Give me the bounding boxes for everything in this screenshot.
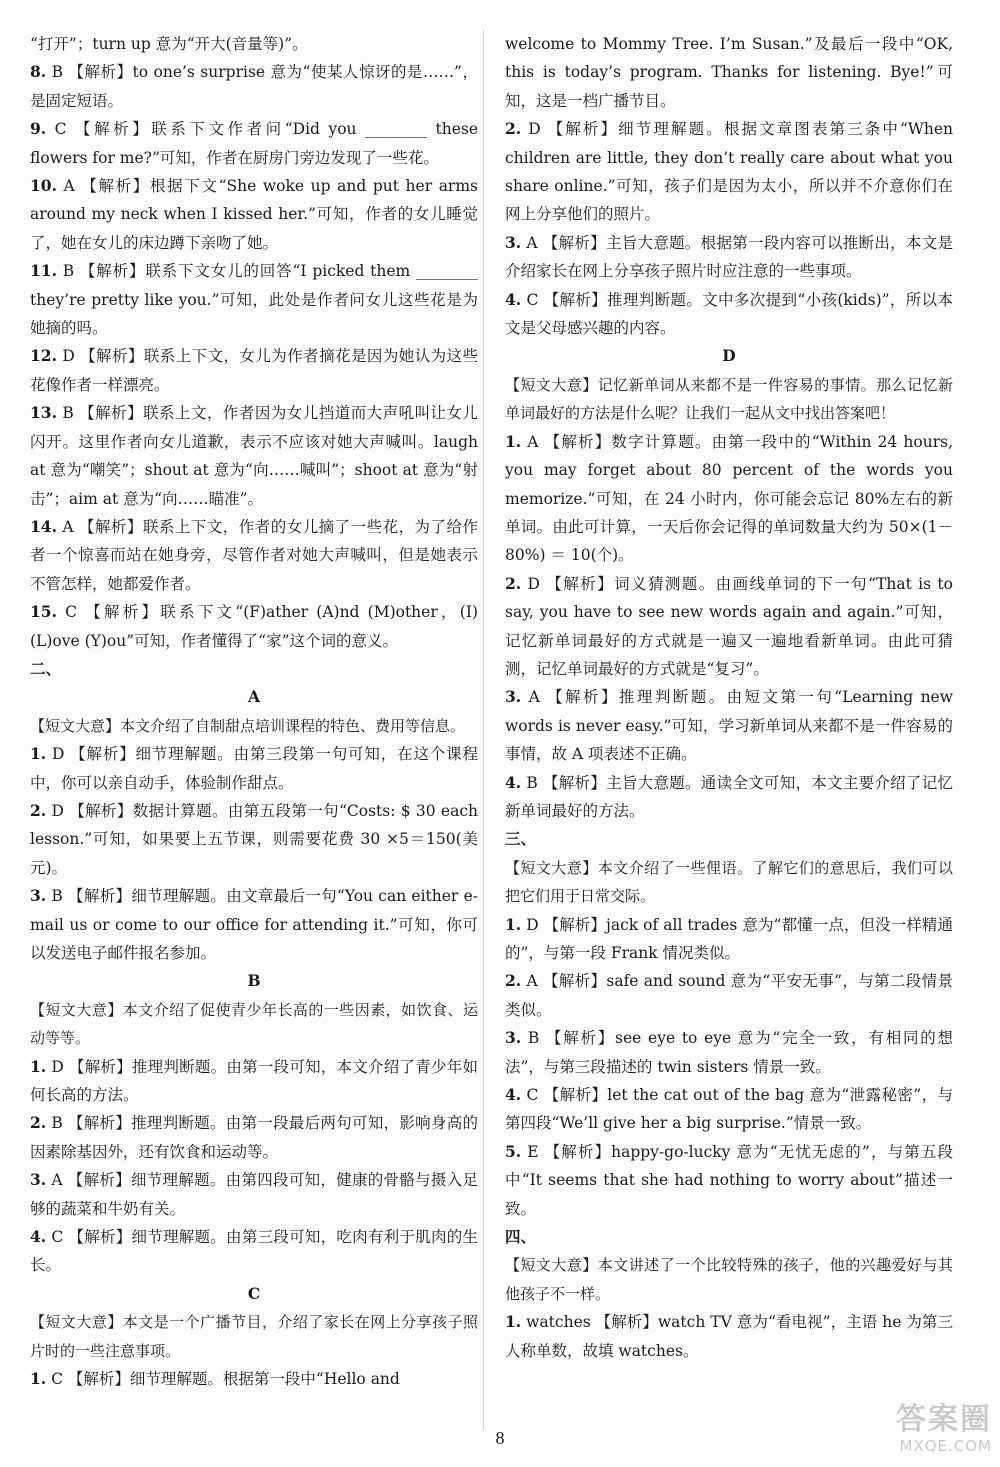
item-number: 3.	[30, 1170, 47, 1190]
item-text: watches 【解析】watch TV 意为“看电视”，主语 he 为第三人称单数，故填 watches。	[505, 1313, 953, 1360]
item-text: B 【解析】联系上文，作者因为女儿挡道而大声吼叫让女儿闪开。这里作者向女儿道歉，表示不应该对她大声喊叫。laugh at 意为“嘲笑”；shout at 意为“向……喊叫”；shoot at 意为“射击”；aim at 意为“向……瞄准”。	[30, 404, 478, 508]
item-text: 【短文大意】本文讲述了一个比较特殊的孩子，他的兴趣爱好与其他孩子不一样。	[505, 1256, 953, 1303]
item-number: 3.	[30, 886, 47, 906]
item-text: D 【解析】jack of all trades 意为“都懂一点，但没一样精通的”，与第一段 Frank 情况类似。	[505, 915, 953, 962]
item-number: 4.	[505, 772, 522, 792]
item-number: 1.	[505, 431, 522, 451]
item-number: 3.	[505, 687, 522, 707]
answer-item	[505, 1308, 953, 1365]
passage-heading	[505, 342, 953, 370]
answer-item	[30, 1053, 478, 1110]
column-divider	[483, 30, 484, 1430]
answer-item	[505, 911, 953, 968]
answer-item	[505, 1081, 953, 1138]
watermark-title: 答案圈	[896, 1402, 992, 1437]
item-text: D 【解析】数据计算题。由第五段第一句“Costs: $ 30 each lesson.”可知，如果要上五节课，则需要花费 30 ×5＝150(美元)。	[30, 801, 478, 877]
item-number: 2.	[505, 573, 522, 593]
item-number: 10.	[30, 176, 57, 196]
answer-item	[505, 428, 953, 570]
answer-item	[30, 115, 478, 172]
item-text: C 【解析】联系下文“(F)ather (A)nd (M)other，(I) (L)ove (Y)ou”可知，作者懂得了“家”这个词的意义。	[30, 603, 478, 650]
item-text: B 【解析】see eye to eye 意为“完全一致，有相同的想法”，与第三段描述的 twin sisters 情景一致。	[505, 1029, 953, 1076]
item-number: 1.	[30, 1369, 47, 1389]
item-number: 14.	[30, 516, 57, 536]
item-text: C	[247, 1283, 261, 1303]
item-text: D 【解析】词义猜测题。由画线单词的下一句“That is to say, you have to see new words again and again.”可知，记忆新单词最好的方式就是一遍又一遍地看新单词。由此可猜测，记忆单词最好的方式就是“复习”。	[505, 574, 953, 678]
passage-heading	[30, 683, 478, 711]
item-number: 3.	[505, 232, 522, 252]
item-number: 13.	[30, 403, 57, 423]
item-number: 2.	[505, 971, 522, 991]
answer-item	[30, 1166, 478, 1223]
item-number: 4.	[505, 1085, 522, 1105]
answer-item	[30, 598, 478, 655]
item-number: 8.	[30, 62, 47, 82]
answer-item	[30, 797, 478, 882]
item-number: 15.	[30, 602, 57, 622]
item-number: 4.	[505, 289, 522, 309]
item-number: 3.	[505, 1028, 522, 1048]
item-text: B 【解析】联系下文女儿的回答“I picked them ________ they’re pretty like you.”可知，此处是作者问女儿这些花是为她摘的吗。	[30, 262, 478, 338]
item-text: C 【解析】联系下文作者问“Did you ________ these flowers for me?”可知，作者在厨房门旁边发现了一些花。	[30, 120, 478, 167]
answer-item	[30, 30, 478, 58]
item-number: 1.	[30, 744, 47, 764]
item-number: 1.	[30, 1056, 47, 1076]
passage-heading	[30, 1280, 478, 1308]
answer-item	[30, 399, 478, 513]
passage-summary	[505, 1251, 953, 1308]
item-text: 【短文大意】记忆新单词从来都不是一件容易的事情。那么记忆新单词最好的方法是什么呢？让我们一起从文中找出答案吧！	[505, 375, 953, 423]
item-text: C 【解析】细节理解题。根据第一段中“Hello and	[46, 1370, 400, 1389]
answer-item	[505, 570, 953, 684]
item-number: 11.	[30, 261, 57, 281]
answer-item	[30, 1223, 478, 1280]
item-text: A 【解析】细节理解题。由第四段可知，健康的骨骼与摄入足够的蔬菜和牛奶有关。	[30, 1171, 478, 1218]
item-text: B 【解析】推理判断题。由第一段最后两句可知，影响身高的因素除基因外，还有饮食和运动等。	[30, 1114, 478, 1161]
item-number: 2.	[505, 119, 522, 139]
section-heading	[30, 655, 478, 683]
passage-summary	[30, 712, 478, 740]
item-text: 三、	[505, 829, 537, 849]
item-text: “打开”；turn up 意为“开大(音量等)”。	[30, 35, 308, 53]
item-text: A 【解析】联系上下文，作者的女儿摘了一些花，为了给作者一个惊喜而站在她身旁，尽管作者对她大声喊叫，但是她表示不管怎样，她都爱作者。	[30, 517, 478, 593]
answer-item	[505, 967, 953, 1024]
answer-item	[30, 172, 478, 257]
item-text: C 【解析】细节理解题。由第三段可知，吃肉有利于肌肉的生长。	[30, 1228, 478, 1275]
answer-item	[505, 1138, 953, 1223]
answer-item	[30, 342, 478, 399]
right-column	[505, 30, 953, 1365]
item-text: B 【解析】细节理解题。由文章最后一句“You can either e-mail us or come to our office for attending it.”可知，你可以发送电子邮件报名参加。	[30, 887, 478, 962]
item-text: A 【解析】根据下文“She woke up and put her arms around my neck when I kissed her.”可知，作者的女儿睡觉了，她在女儿的床边蹲下亲吻了她。	[30, 177, 478, 252]
answer-item	[505, 229, 953, 286]
item-number: 5.	[505, 1141, 522, 1161]
item-text: C 【解析】let the cat out of the bag 意为“泄露秘密”，与第四段“We’ll give her a big surprise.”情景一致。	[505, 1086, 953, 1133]
answer-item	[30, 740, 478, 797]
passage-summary	[505, 854, 953, 911]
answer-item	[30, 257, 478, 342]
answer-item	[505, 1024, 953, 1081]
item-text: A	[247, 687, 261, 707]
item-text: A 【解析】safe and sound 意为“平安无事”，与第二段情景类似。	[505, 972, 953, 1019]
answer-item	[505, 769, 953, 826]
passage-summary	[30, 1308, 478, 1365]
item-text: welcome to Mommy Tree. I’m Susan.”及最后一段中“OK, this is today’s program. Thanks for listening. Bye!”可知，这是一档广播节目。	[505, 35, 953, 110]
item-text: D 【解析】联系上下文，女儿为作者摘花是因为她认为这些花像作者一样漂亮。	[30, 347, 478, 394]
section-heading	[505, 825, 953, 853]
item-text: 【短文大意】本文是一个广播节目，介绍了家长在网上分享孩子照片时的一些注意事项。	[30, 1313, 478, 1360]
item-number: 1.	[505, 914, 522, 934]
item-text: B	[247, 971, 261, 991]
item-text: A 【解析】主旨大意题。根据第一段内容可以推断出，本文是介绍家长在网上分享孩子照片时应注意的一些事项。	[505, 233, 953, 281]
answer-item	[505, 30, 953, 115]
item-number: 12.	[30, 346, 57, 366]
watermark-logo	[842, 1403, 992, 1461]
passage-heading	[30, 967, 478, 995]
item-number: 1.	[505, 1312, 522, 1332]
passage-summary	[30, 996, 478, 1053]
item-text: 【短文大意】本文介绍了一些俚语。了解它们的意思后，我们可以把它们用于日常交际。	[505, 858, 953, 906]
answer-item	[30, 58, 478, 115]
item-number: 2.	[30, 800, 47, 820]
answer-item	[505, 115, 953, 229]
page-number: 8	[495, 1428, 505, 1448]
item-number: 9.	[30, 119, 47, 139]
item-text: D	[722, 346, 736, 366]
item-text: D 【解析】细节理解题。根据文章图表第三条中“When children are little, they don’t really care about what you share online.”可知，孩子们是因为太小，所以并不介意你们在网上分享他们的照片。	[505, 120, 953, 224]
answer-item	[30, 882, 478, 967]
passage-summary	[505, 371, 953, 428]
answer-item	[30, 513, 478, 598]
answer-item	[30, 1365, 478, 1393]
item-text: 【短文大意】本文介绍了促使青少年长高的一些因素，如饮食、运动等等。	[30, 1000, 478, 1048]
item-text: A 【解析】推理判断题。由短文第一句“Learning new words is never easy.”可知，学习新单词从来都不是一件容易的事情，故 A 项表述不正确。	[505, 688, 953, 764]
answer-item	[30, 1109, 478, 1166]
item-number: 2.	[30, 1113, 47, 1133]
section-heading	[505, 1223, 953, 1251]
answer-item	[505, 286, 953, 343]
item-text: E 【解析】happy-go-lucky 意为“无忧无虑的”，与第五段中“It seems that she had nothing to worry about”描述一致。	[505, 1142, 953, 1218]
item-text: A 【解析】数字计算题。由第一段中的“Within 24 hours, you may forget about 80 percent of the words you memorize.”可知，在 24 小时内，你可能会忘记 80%左右的新单词。由此可计算，一天后你会记得的单词数量大约为 50×(1－80%) ＝ 10(个)。	[505, 432, 953, 565]
answer-item	[505, 683, 953, 768]
item-text: B 【解析】to one’s surprise 意为“使某人惊讶的是……”，是固定短语。	[30, 63, 478, 110]
item-text: C 【解析】推理判断题。文中多次提到“小孩(kids)”，所以本文是父母感兴趣的内容。	[505, 290, 953, 338]
item-text: 【短文大意】本文介绍了自制甜点培训课程的特色、费用等信息。	[30, 716, 466, 735]
item-text: D 【解析】细节理解题。由第三段第一句可知，在这个课程中，你可以亲自动手，体验制作甜点。	[30, 745, 478, 792]
left-column	[30, 30, 478, 1394]
item-number: 4.	[30, 1227, 47, 1247]
item-text: 二、	[30, 658, 62, 678]
watermark-url: MXQE.COM	[899, 1437, 992, 1455]
item-text: D 【解析】推理判断题。由第一段可知，本文介绍了青少年如何长高的方法。	[30, 1057, 478, 1105]
item-text: 四、	[505, 1227, 537, 1247]
item-text: B 【解析】主旨大意题。通读全文可知，本文主要介绍了记忆新单词最好的方法。	[505, 773, 953, 820]
